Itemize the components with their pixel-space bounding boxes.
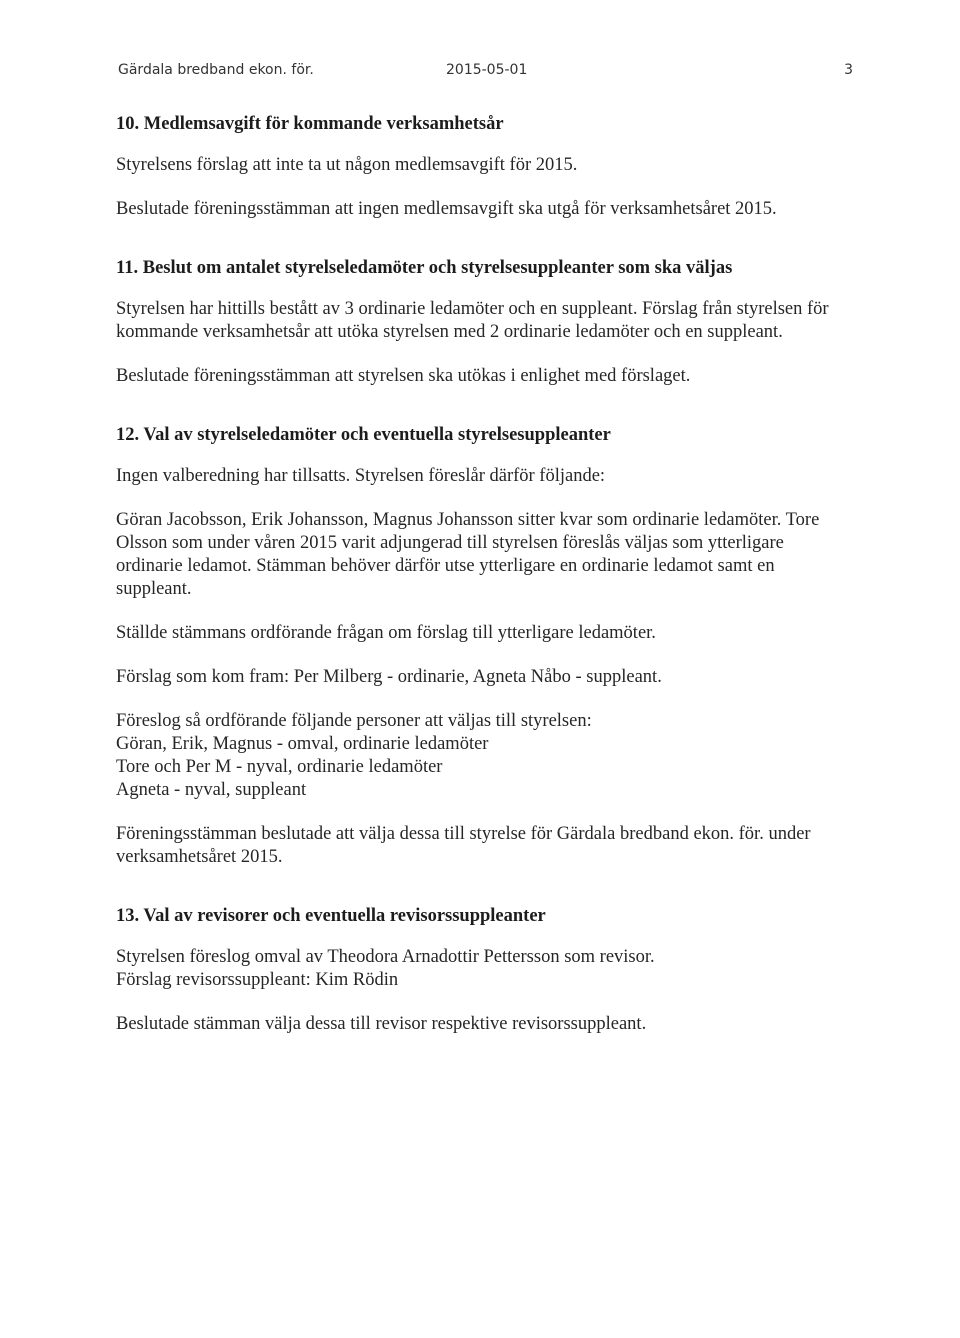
section-10-decision: Beslutade föreningsstämman att ingen medlemsavgift ska utgå för verksamhetsåret 2015. [116,199,777,219]
section-12-proposal-line-2: Tore och Per M - nyval, ordinarie ledamöter [116,757,443,777]
section-13 [116,905,846,1036]
section-13-decision: Beslutade stämman välja dessa till revisor respektive revisorssuppleant. [116,1014,647,1034]
document-body [116,113,846,1036]
section-10-heading: 10. Medlemsavgift för kommande verksamhetsår [116,114,504,134]
section-12-proposal-intro: Föreslog så ordförande följande personer att väljas till styrelsen: [116,711,592,731]
section-10-proposal: Styrelsens förslag att inte ta ut någon medlemsavgift för 2015. [116,155,578,175]
section-13-proposal-line-1: Styrelsen föreslog omval av Theodora Arnadottir Pettersson som revisor. [116,947,655,967]
header-page-number: 3 [844,62,853,78]
section-10 [116,113,846,221]
section-12-decision: Föreningsstämman beslutade att välja dessa till styrelse för Gärdala bredband ekon. för. under verksamhetsåret 2015. [116,824,811,867]
section-13-heading: 13. Val av revisorer och eventuella revisorssuppleanter [116,906,546,926]
header-date: 2015-05-01 [446,62,528,78]
section-12 [116,424,846,869]
section-13-proposal-line-2: Förslag revisorssuppleant: Kim Rödin [116,970,399,990]
header-organization: Gärdala bredband ekon. för. [118,62,314,78]
section-12-question: Ställde stämmans ordförande frågan om förslag till ytterligare ledamöter. [116,623,656,643]
section-12-nominations: Förslag som kom fram: Per Milberg - ordinarie, Agneta Nåbo - suppleant. [116,667,662,687]
section-12-proposal-line-3: Agneta - nyval, suppleant [116,780,307,800]
section-12-heading: 12. Val av styrelseledamöter och eventuella styrelsesuppleanter [116,425,611,445]
section-11-decision: Beslutade föreningsstämman att styrelsen ska utökas i enlighet med förslaget. [116,366,691,386]
section-12-intro: Ingen valberedning har tillsatts. Styrelsen föreslår därför följande: [116,466,606,486]
section-11-heading: 11. Beslut om antalet styrelseledamöter och styrelsesuppleanter som ska väljas [116,258,733,278]
section-12-proposal-line-1: Göran, Erik, Magnus - omval, ordinarie ledamöter [116,734,489,754]
section-11 [116,257,846,388]
section-11-proposal: Styrelsen har hittills bestått av 3 ordinarie ledamöter och en suppleant. Förslag från styrelsen för kommande verksamhetsår att utöka styrelsen med 2 ordinarie ledamöter och en suppleant. [116,299,829,342]
section-12-members: Göran Jacobsson, Erik Johansson, Magnus Johansson sitter kvar som ordinarie ledamöter. Tore Olsson som under våren 2015 varit adjungerad till styrelsen föreslås väljas som ytterligare ordinarie ledamot. Stämman behöver därför utse ytterligare en ordinarie ledamot samt en suppleant. [116,510,820,599]
page-header [118,62,853,82]
